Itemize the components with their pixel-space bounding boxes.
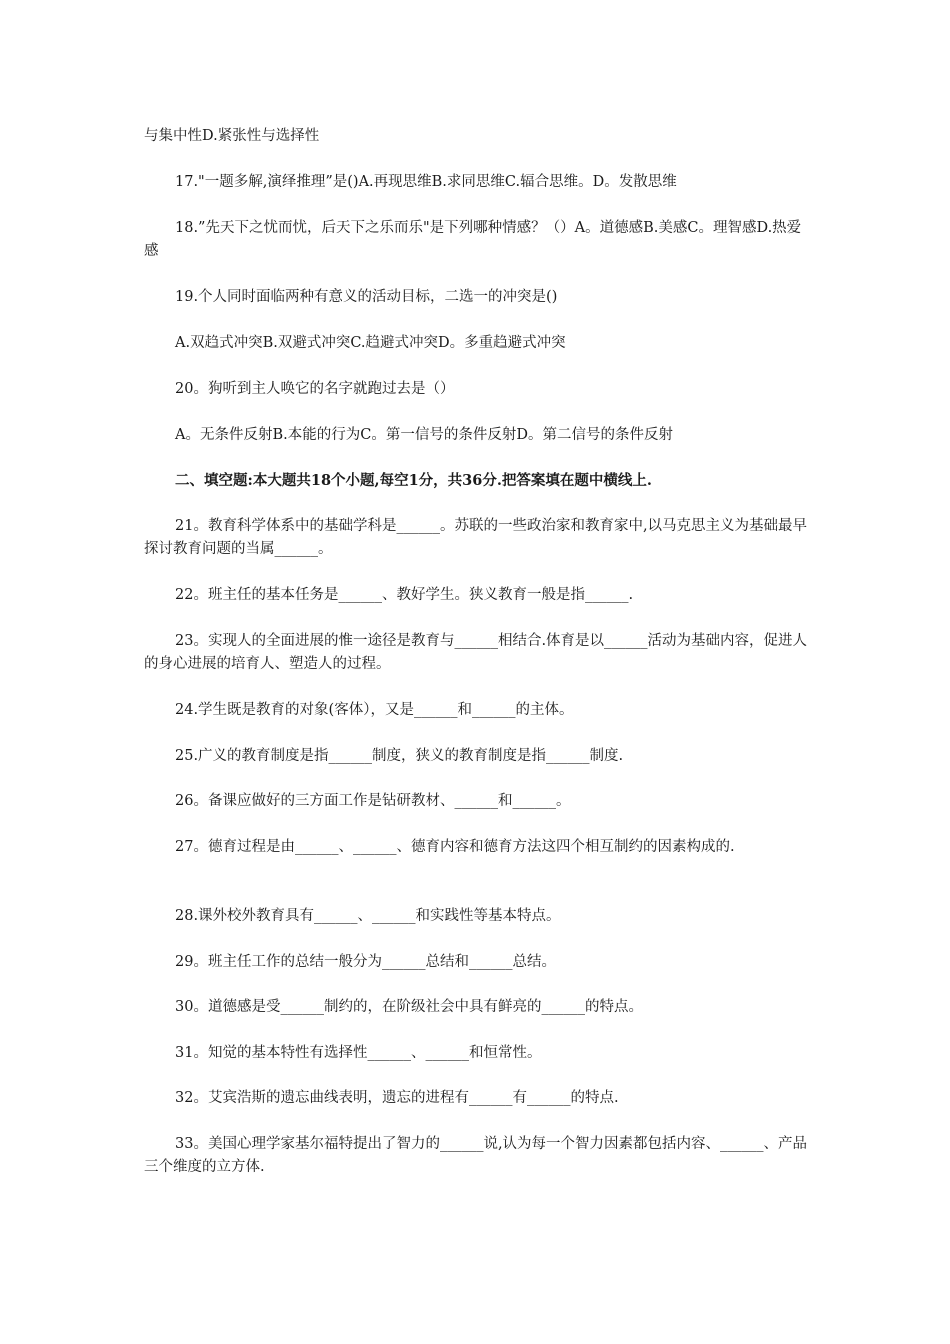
question-24: 24.学生既是教育的对象(客体），又是______和______的主体。 — [175, 702, 574, 718]
question-20-options: A。无条件反射B.本能的行为C。第一信号的条件反射D。第二信号的条件反射 — [175, 427, 673, 443]
question-19-options: A.双趋式冲突B.双避式冲突C.趋避式冲突D。多重趋避式冲突 — [175, 335, 566, 351]
question-27: 27。德育过程是由______、______、德育内容和德育方法这四个相互制约的因素构成的. — [175, 839, 735, 855]
question-19: 19.个人同时面临两种有意义的活动目标，二选一的冲突是() — [175, 289, 558, 305]
question-25: 25.广义的教育制度是指______制度，狭义的教育制度是指______制度. — [175, 748, 624, 764]
question-32: 32。艾宾浩斯的遗忘曲线表明，遗忘的进程有______有______的特点. — [175, 1090, 619, 1106]
question-33: 33。美国心理学家基尔福特提出了智力的______说,认为每一个智力因素都包括内容、______、产品三个维度的立方体. — [144, 1136, 808, 1175]
question-23: 23。实现人的全面进展的惟一途径是教育与______相结合.体育是以______活动为基础内容，促进人的身心进展的培育人、塑造人的过程。 — [144, 633, 808, 672]
question-29: 29。班主任工作的总结一般分为______总结和______总结。 — [175, 954, 556, 970]
section-heading-fill-in: 二、填空题:本大题共18个小题,每空1分，共36分.把答案填在题中横线上. — [175, 472, 652, 489]
question-17: 17."一题多解,演绎推理”是()A.再现思维B.求同思维C.辐合思维。D。发散思维 — [175, 174, 677, 190]
question-18: 18.”先天下之忧而忧，后天下之乐而乐"是下列哪种情感？（）A。道德感B.美感C。理智感D.热爱感 — [144, 220, 802, 259]
question-22: 22。班主任的基本任务是______、教好学生。狭义教育一般是指______. — [175, 587, 634, 603]
question-31: 31。知觉的基本特性有选择性______、______和恒常性。 — [175, 1045, 542, 1061]
text-continuation: 与集中性D.紧张性与选择性 — [144, 128, 320, 144]
question-26: 26。备课应做好的三方面工作是钻研教材、______和______。 — [175, 793, 571, 809]
question-30: 30。道德感是受______制约的，在阶级社会中具有鲜亮的______的特点。 — [175, 999, 643, 1015]
question-28: 28.课外校外教育具有______、______和实践性等基本特点。 — [175, 908, 561, 924]
question-21: 21。教育科学体系中的基础学科是______。苏联的一些政治家和教育家中,以马克思主义为基础最早探讨教育问题的当属______。 — [144, 518, 808, 557]
question-20: 20。狗听到主人唤它的名字就跑过去是（） — [175, 381, 455, 397]
